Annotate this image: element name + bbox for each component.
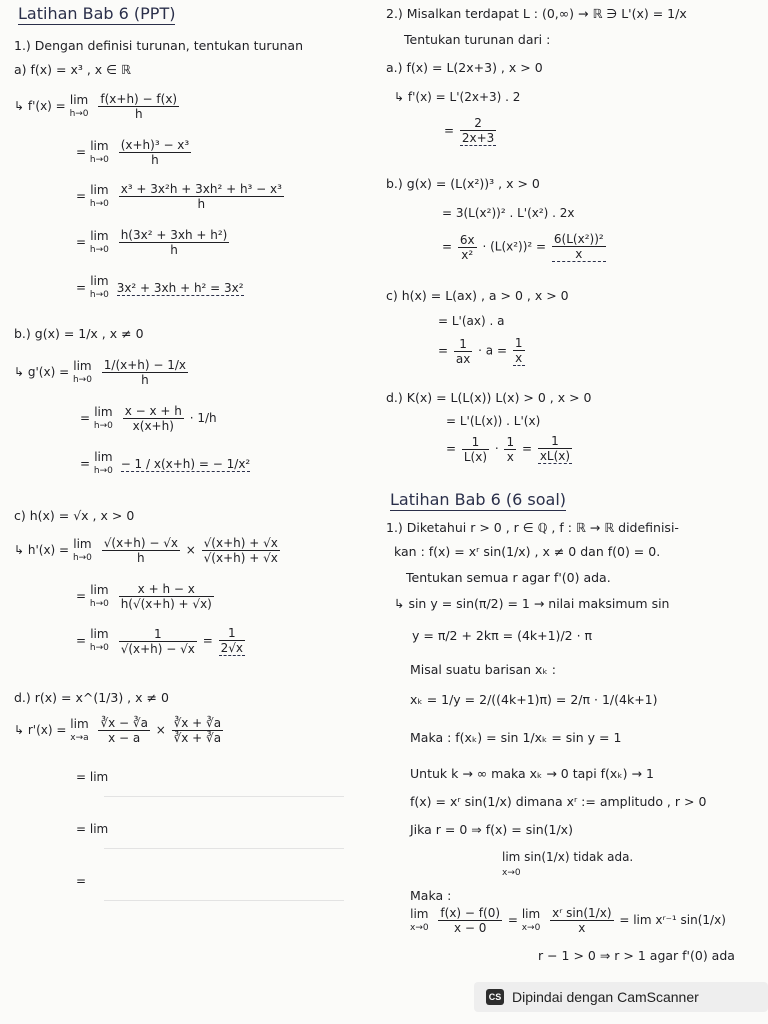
q1-line-4: ↳ sin y = sin(π/2) = 1 → nilai maksimum sin (394, 596, 670, 611)
part-c-step-3: = lim h→0 $\frac{1}{√(x+h) - √x}$ = $\frac{1}{2√x}$ (76, 626, 243, 656)
q2-part-a-step-1: ↳ f'(x) = L'(2x+3) . 2 (394, 90, 521, 104)
part-b-step-1: ↳ g'(x) = lim h→0 $\frac{1/(x+h) - 1/x}{h}$ (14, 358, 187, 387)
question-2-task: Tentukan turunan dari : (404, 32, 551, 47)
q2-part-d-step-1: = L'(L(x)) . L'(x) (446, 414, 541, 428)
q2-part-c-step-1: = L'(ax) . a (438, 314, 505, 328)
q2-part-c-step-2: = $\frac{1}{ax}$ · a = $\frac{1}{x}$ (438, 336, 523, 366)
q2-part-c-label: c) h(x) = L(ax) , a > 0 , x > 0 (386, 288, 569, 303)
part-d-step-3: = lim (76, 822, 109, 836)
section-title-2: Latihan Bab 6 (6 soal) (390, 490, 567, 509)
page-title: Latihan Bab 6 (PPT) (18, 4, 176, 23)
part-b-label: b.) g(x) = 1/x , x ≠ 0 (14, 326, 144, 341)
camscanner-logo-icon: CS (486, 989, 504, 1005)
q2-part-a-label: a.) f(x) = L(2x+3) , x > 0 (386, 60, 543, 75)
q2-part-b-step-2: = $\frac{6x}{\text{x²}}$ · (L(x²))² = $\frac{\text{6(L(x²))²}}{x}$ (442, 232, 604, 262)
q1-line-1: 1.) Diketahui r > 0 , r ∈ ℚ , f : ℝ → ℝ didefinisi- (386, 520, 679, 535)
part-a-step-3: = lim h→0 $\frac{\text{x³ + 3x²h + 3xh² + h³ − x³}}{h}$ (76, 182, 282, 211)
part-d-step-1: ↳ r'(x) = lim x→a $\frac{∛x - ∛a}{x - a}$ × $\frac{∛x + ∛a}{∛x + ∛a}$ (14, 716, 222, 745)
part-a-step-2: = lim h→0 $\frac{\text{(x+h)³ − x³}}{h}$ (76, 138, 190, 167)
q1-line-9: Untuk k → ∞ maka xₖ → 0 tapi f(xₖ) → 1 (410, 766, 654, 781)
question-2-intro: 2.) Misalkan terdapat L : (0,∞) → ℝ ∋ L'(x) = 1/x (386, 6, 687, 21)
q1-line-10: f(x) = xʳ sin(1/x) dimana xʳ := amplitudo , r > 0 (410, 794, 707, 809)
q1-line-13: Maka : (410, 888, 452, 903)
part-c-step-2: = lim h→0 $\frac{x + h - x}{h(√(x+h) + √x)}$ (76, 582, 212, 611)
q1-line-15: r − 1 > 0 ⇒ r > 1 agar f'(0) ada (538, 948, 735, 963)
q2-part-d-step-2: = $\frac{1}{L(x)}$ · $\frac{1}{x}$ = $\frac{1}{xL(x)}$ (446, 434, 571, 464)
part-d-step-4: = (76, 874, 87, 888)
question-1-intro: 1.) Dengan definisi turunan, tentukan turunan (14, 38, 303, 53)
q2-part-b-step-1: = 3(L(x²))² . L'(x²) . 2x (442, 206, 575, 220)
q1-line-3: Tentukan semua r agar f'(0) ada. (406, 570, 611, 585)
q1-line-14: lim x→0 $\frac{f(x) - f(0)}{x - 0}$ = lim x→0 $\frac{\text{xʳ sin(1/x)}}{x}$ = lim xʳ⁻¹ sin(1/x) (410, 906, 726, 935)
part-a-step-1: ↳ f'(x) = lim h→0 $\frac{f(x+h) - f(x)}{h}$ (14, 92, 178, 121)
q1-line-12: lim sin(1/x) tidak ada. x→0 (502, 850, 634, 878)
camscanner-watermark (474, 982, 768, 1012)
q2-part-a-step-2: = $\frac{2}{2x+3}$ (444, 116, 495, 145)
part-b-step-3: = lim h→0 − 1 / x(x+h) = − 1/x² (80, 450, 251, 476)
part-d-label: d.) r(x) = x^(1/3) , x ≠ 0 (14, 690, 169, 705)
part-b-step-2: = lim h→0 $\frac{x - x + h}{x(x+h)}$ · 1/h (80, 404, 217, 433)
q1-line-5: y = π/2 + 2kπ = (4k+1)/2 · π (412, 628, 593, 643)
q1-line-6: Misal suatu barisan xₖ : (410, 662, 556, 677)
faded-line (104, 848, 344, 849)
faded-line (104, 900, 344, 901)
camscanner-text: Dipindai dengan CamScanner (512, 989, 699, 1005)
q1-line-8: Maka : f(xₖ) = sin 1/xₖ = sin y = 1 (410, 730, 622, 745)
q1-line-7: xₖ = 1/y = 2/((4k+1)π) = 2/π · 1/(4k+1) (410, 692, 658, 707)
part-a-step-5: = lim h→0 3x² + 3xh + h² = 3x² (76, 274, 244, 300)
q1-line-11: Jika r = 0 ⇒ f(x) = sin(1/x) (410, 822, 573, 837)
part-d-step-2: = lim (76, 770, 109, 784)
q2-part-d-label: d.) K(x) = L(L(x)) L(x) > 0 , x > 0 (386, 390, 592, 405)
part-c-label: c) h(x) = √x , x > 0 (14, 508, 135, 523)
q1-line-2: kan : f(x) = xʳ sin(1/x) , x ≠ 0 dan f(0) = 0. (394, 544, 661, 559)
part-a-label: a) f(x) = x³ , x ∈ ℝ (14, 62, 131, 77)
part-c-step-1: ↳ h'(x) = lim h→0 $\frac{√(x+h) - √x}{h}$ × $\frac{√(x+h) + √x}{√(x+h) + √x}$ (14, 536, 278, 565)
q2-part-b-label: b.) g(x) = (L(x²))³ , x > 0 (386, 176, 540, 191)
part-a-step-4: = lim h→0 $\frac{\text{h(3x² + 3xh + h²)}}{h}$ (76, 228, 228, 257)
faded-line (104, 796, 344, 797)
